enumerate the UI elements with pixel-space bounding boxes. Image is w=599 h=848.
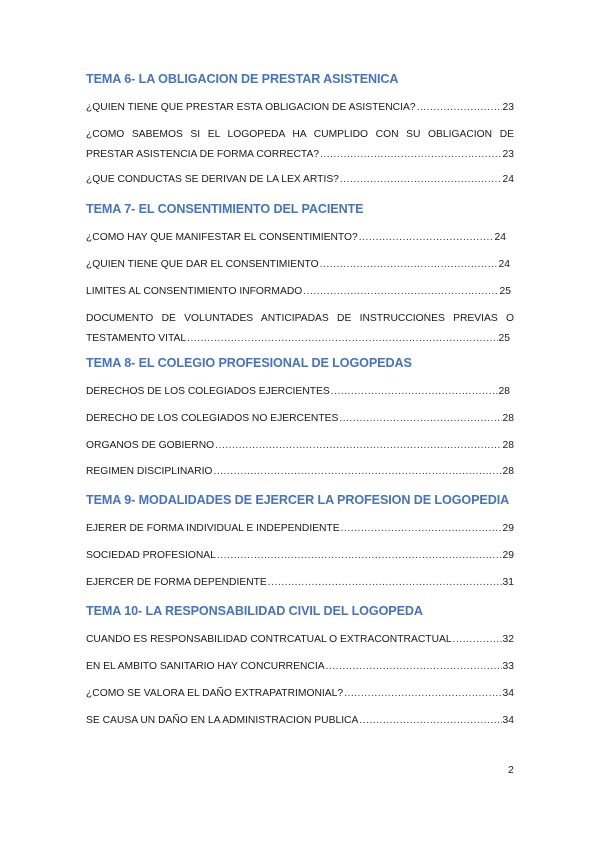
- toc-section-tema-9: [86, 493, 514, 507]
- leader-dots: [326, 657, 502, 677]
- toc-entry-title: REGIMEN DISCIPLINARIO: [86, 466, 213, 477]
- toc-entry-page: 29: [502, 523, 514, 534]
- toc-entry-title: ¿QUE CONDUCTAS SE DERIVAN DE LA LEX ARTIS?: [86, 174, 339, 185]
- toc-entry-title: CUANDO ES RESPONSABILIDAD CONTRCATUAL O EXTRACONTRACTUAL: [86, 634, 452, 645]
- section-heading: TEMA 8- EL COLEGIO PROFESIONAL DE LOGOPEDAS: [86, 356, 412, 370]
- leader-dots: [344, 684, 501, 704]
- toc-entry[interactable]: [86, 170, 514, 190]
- leader-dots: [213, 462, 501, 482]
- leader-dots: [215, 436, 501, 456]
- toc-entry[interactable]: [86, 125, 514, 165]
- toc-entry-page: 31: [502, 577, 514, 588]
- toc-entry-page: 29: [502, 550, 514, 561]
- toc-entry-title: PRESTAR ASISTENCIA DE FORMA CORRECTA?: [86, 149, 320, 160]
- leader-dots: [303, 282, 498, 302]
- toc-entry[interactable]: [86, 684, 514, 704]
- toc-entry-title: SE CAUSA UN DAÑO EN LA ADMINISTRACION PUBLICA: [86, 715, 359, 726]
- toc-entry[interactable]: [86, 309, 514, 349]
- toc-entry[interactable]: [86, 282, 514, 302]
- toc-section-tema-8: [86, 356, 514, 370]
- leader-dots: [320, 145, 501, 165]
- leader-dots: [359, 228, 494, 248]
- toc-entry[interactable]: [86, 409, 514, 429]
- toc-entry-page: 32: [502, 634, 514, 645]
- toc-entry[interactable]: [86, 519, 514, 539]
- toc-section-tema-6: [86, 72, 514, 86]
- toc-entry-title: DERECHOS DE LOS COLEGIADOS EJERCIENTES: [86, 386, 330, 397]
- toc-entry-page: 28: [498, 386, 510, 397]
- toc-entry-page: 25: [499, 286, 511, 297]
- toc-section-tema-7: [86, 202, 514, 216]
- leader-dots: [341, 519, 502, 539]
- toc-entry-title: ¿QUIEN TIENE QUE PRESTAR ESTA OBLIGACION DE ASISTENCIA?: [86, 102, 416, 113]
- toc-entry-page: 33: [502, 661, 514, 672]
- toc-entry-page: 28: [502, 466, 514, 477]
- toc-entry-page: 23: [502, 149, 514, 160]
- toc-entry-title: ¿COMO SE VALORA EL DAÑO EXTRAPATRIMONIAL?: [86, 688, 344, 699]
- toc-entry-title: EN EL AMBITO SANITARIO HAY CONCURRENCIA: [86, 661, 325, 672]
- toc-entry-title: LIMITES AL CONSENTIMIENTO INFORMADO: [86, 286, 303, 297]
- toc-entry-title-line1: ¿COMO SABEMOS SI EL LOGOPEDA HA CUMPLIDO CON SU OBLIGACION DE: [86, 129, 514, 140]
- leader-dots: [187, 329, 497, 349]
- page-number: 2: [508, 764, 514, 776]
- toc-entry[interactable]: [86, 255, 514, 275]
- toc-entry-title-line1: DOCUMENTO DE VOLUNTADES ANTICIPADAS DE INSTRUCCIONES PREVIAS O: [86, 313, 514, 324]
- toc-entry[interactable]: [86, 546, 514, 566]
- section-heading: TEMA 7- EL CONSENTIMIENTO DEL PACIENTE: [86, 202, 364, 216]
- toc-entry[interactable]: [86, 228, 514, 248]
- section-heading: TEMA 9- MODALIDADES DE EJERCER LA PROFESION DE LOGOPEDIA: [86, 493, 510, 507]
- toc-entry-page: 24: [502, 174, 514, 185]
- leader-dots: [417, 98, 502, 118]
- toc-entry[interactable]: [86, 657, 514, 677]
- toc-entry-page: 25: [498, 333, 510, 344]
- leader-dots: [331, 382, 498, 402]
- leader-dots: [268, 573, 502, 593]
- toc-entry[interactable]: [86, 98, 514, 118]
- leader-dots: [340, 170, 502, 190]
- toc-entry[interactable]: [86, 573, 514, 593]
- toc-entry-title: EJERER DE FORMA INDIVIDUAL E INDEPENDIENTE: [86, 523, 340, 534]
- toc-entry-page: 24: [494, 232, 506, 243]
- toc-entry-page: 34: [502, 688, 514, 699]
- toc-entry[interactable]: [86, 436, 514, 456]
- toc-entry-title: SOCIEDAD PROFESIONAL: [86, 550, 216, 561]
- toc-entry-title: ¿QUIEN TIENE QUE DAR EL CONSENTIMIENTO: [86, 259, 319, 270]
- toc-entry-title: DERECHO DE LOS COLEGIADOS NO EJERCENTES: [86, 413, 339, 424]
- toc-entry[interactable]: [86, 630, 514, 650]
- leader-dots: [359, 711, 501, 731]
- toc-entry[interactable]: [86, 462, 514, 482]
- toc-entry-title: TESTAMENTO VITAL: [86, 333, 187, 344]
- toc-entry-page: 28: [502, 413, 514, 424]
- toc-entry-page: 24: [498, 259, 510, 270]
- leader-dots: [339, 409, 501, 429]
- toc-entry-page: 34: [502, 715, 514, 726]
- toc-entry[interactable]: [86, 711, 514, 731]
- toc-entry-page: 28: [502, 440, 514, 451]
- leader-dots: [320, 255, 498, 275]
- toc-section-tema-10: [86, 604, 514, 618]
- section-heading: TEMA 10- LA RESPONSABILIDAD CIVIL DEL LOGOPEDA: [86, 604, 423, 618]
- leader-dots: [217, 546, 502, 566]
- section-heading: TEMA 6- LA OBLIGACION DE PRESTAR ASISTENICA: [86, 72, 399, 86]
- toc-entry-title: EJERCER DE FORMA DEPENDIENTE: [86, 577, 267, 588]
- toc-entry-title: ¿COMO HAY QUE MANIFESTAR EL CONSENTIMIENTO?: [86, 232, 358, 243]
- toc-entry-page: 23: [502, 102, 514, 113]
- toc-entry-title: ORGANOS DE GOBIERNO: [86, 440, 215, 451]
- leader-dots: [453, 630, 502, 650]
- toc-entry[interactable]: [86, 382, 514, 402]
